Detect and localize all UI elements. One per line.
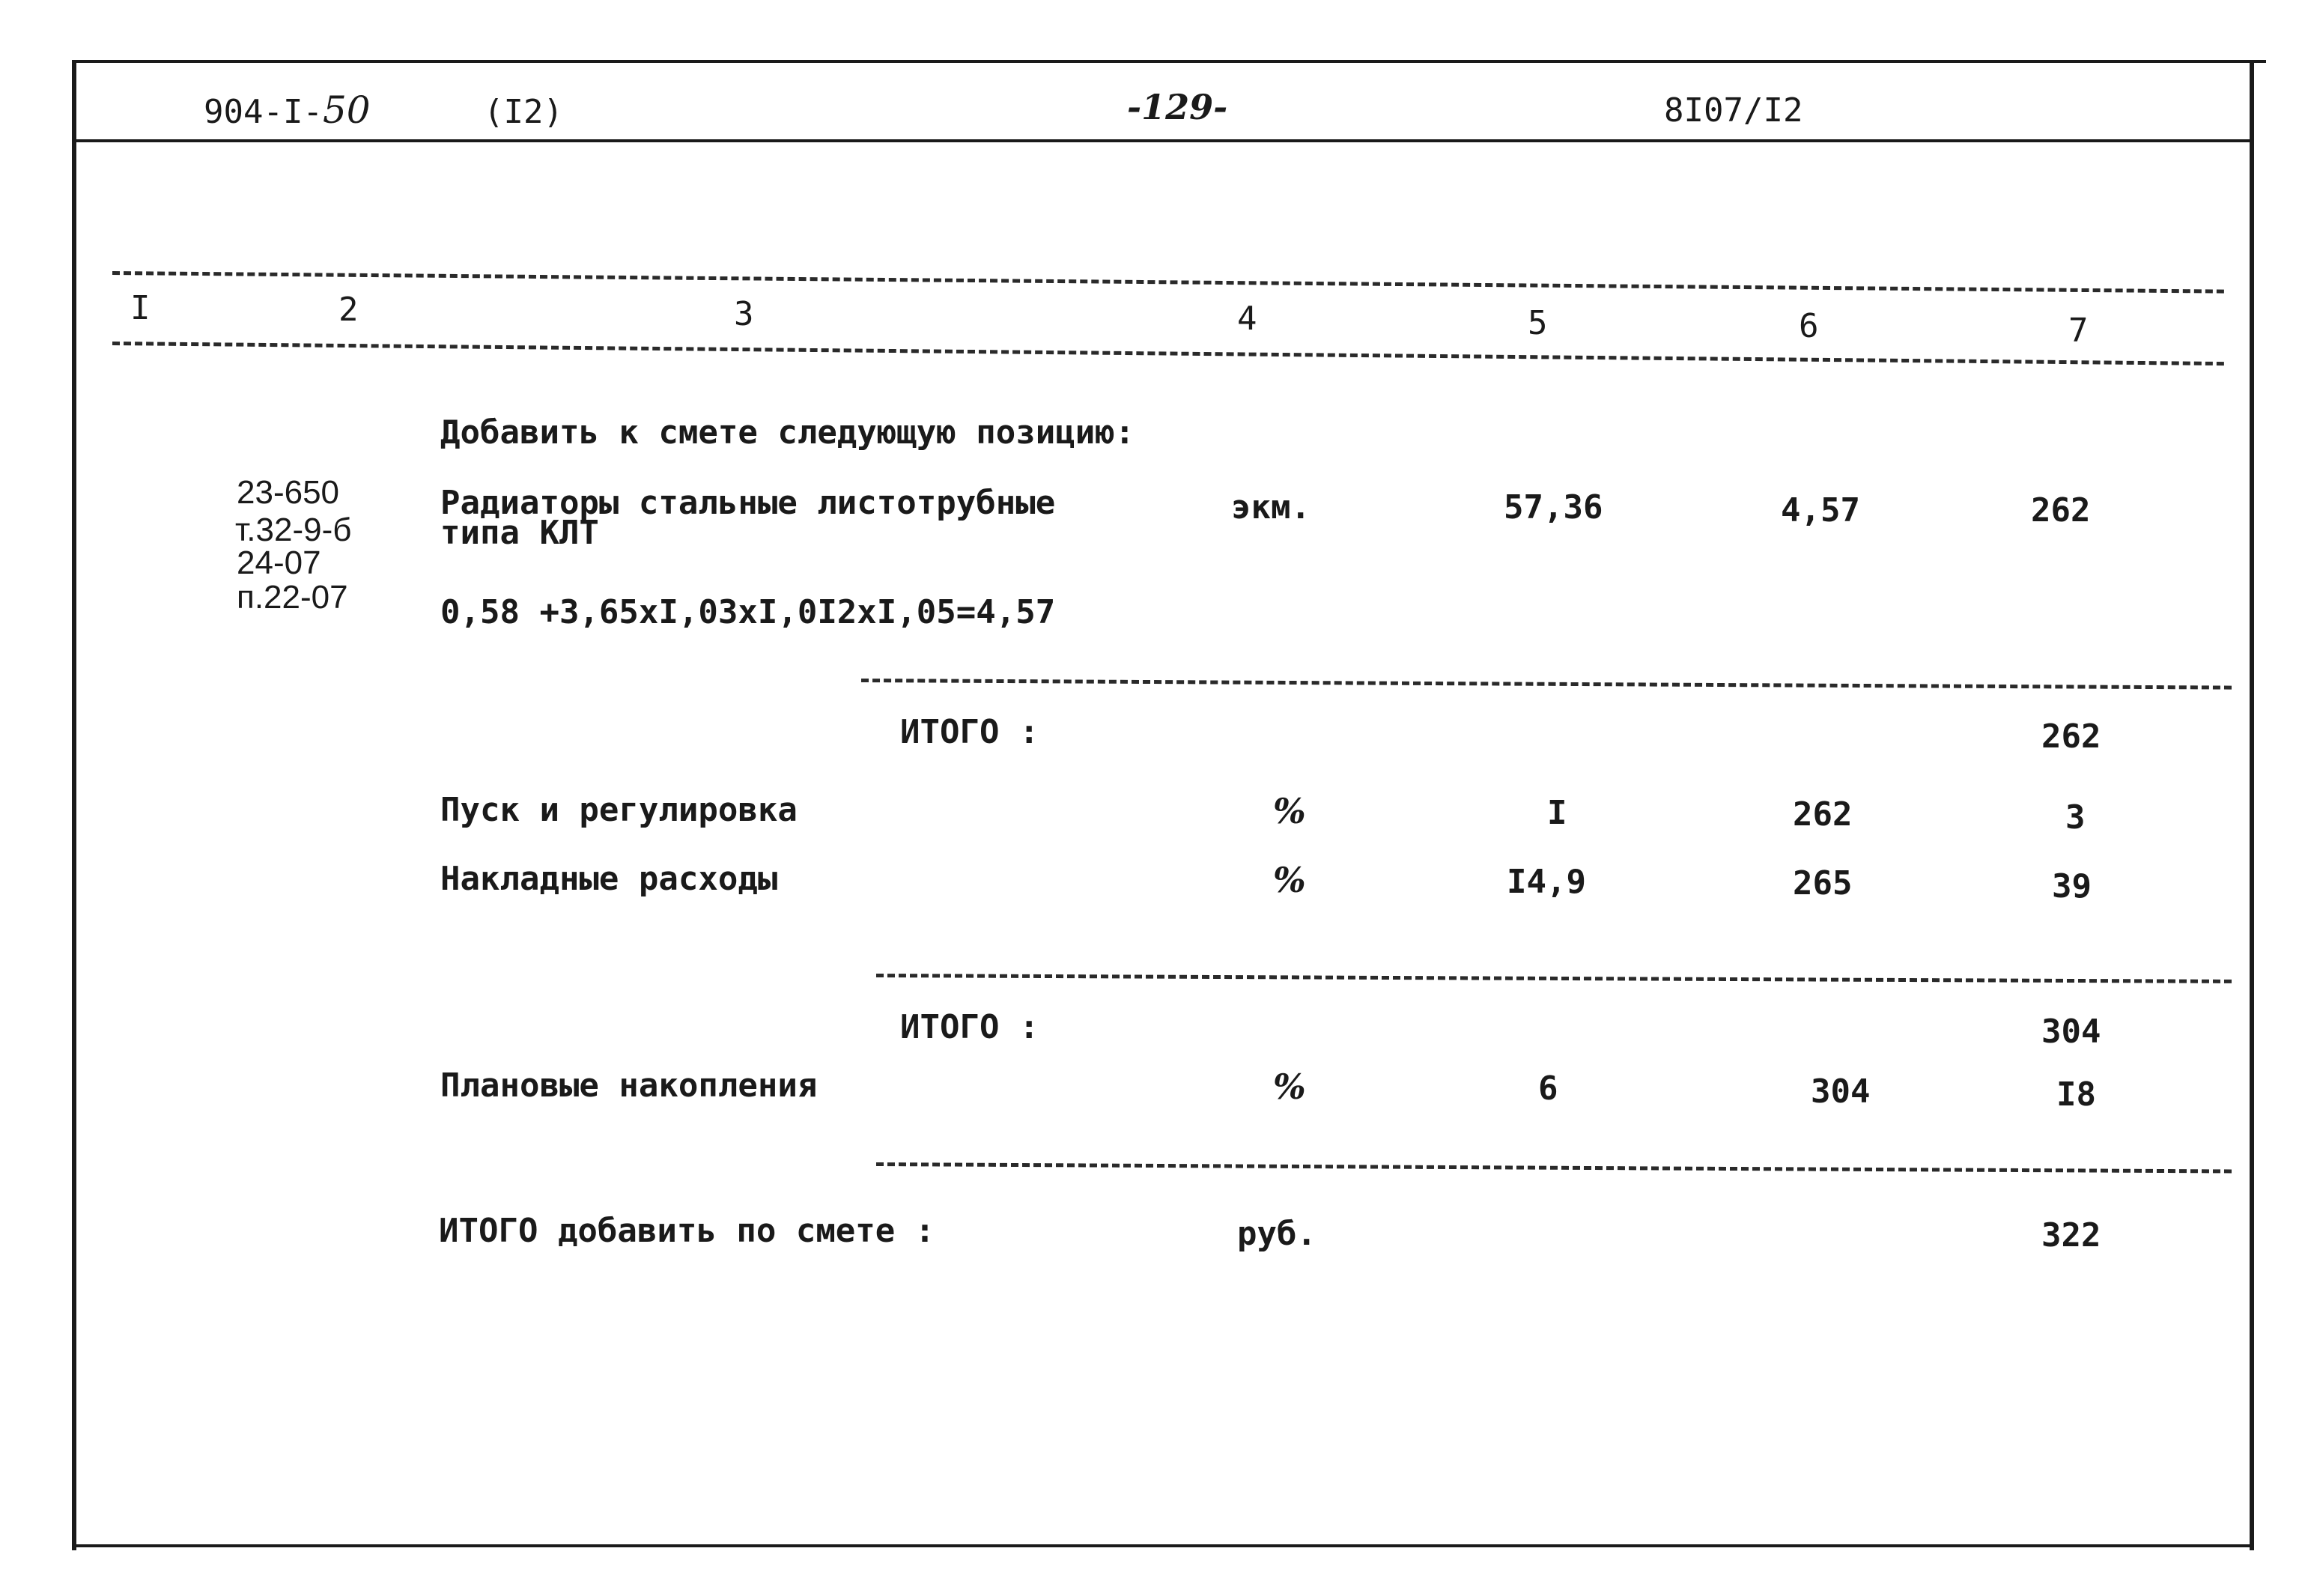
row-rate: 6 xyxy=(1538,1069,1558,1108)
subtotal-2-rule xyxy=(876,974,2232,983)
row-name: Плановые накопления xyxy=(440,1066,818,1105)
page-number: -129- xyxy=(1127,87,1228,127)
row-unit: % xyxy=(1273,860,1306,900)
subtotal-1-rule xyxy=(861,679,2232,690)
row-base: 262 xyxy=(1793,795,1853,834)
position-ref-4: п.22-07 xyxy=(237,579,348,616)
subtotal-1-label: ИТОГО : xyxy=(900,713,1039,751)
row-rate: I4,9 xyxy=(1507,863,1586,901)
column-header-bottom-rule xyxy=(112,342,2224,365)
subtotal-2-total: 304 xyxy=(2041,1013,2101,1051)
grand-total-unit: руб. xyxy=(1237,1215,1316,1253)
position-ref-2: т.32-9-б xyxy=(235,512,352,548)
column-number-3: 3 xyxy=(734,295,754,333)
position-name-line1: Радиаторы стальные листотрубные xyxy=(440,484,1056,522)
position-ref-1: 23-650 xyxy=(237,474,340,511)
position-price: 4,57 xyxy=(1781,491,1860,530)
subtotal-2-label: ИТОГО : xyxy=(900,1008,1039,1046)
doc-number-prefix: 904-I- xyxy=(204,93,323,131)
column-number-1: I xyxy=(130,289,151,327)
position-total: 262 xyxy=(2031,491,2091,530)
frame-left-border xyxy=(72,60,76,1550)
row-rate: I xyxy=(1547,794,1567,832)
column-number-7: 7 xyxy=(2068,312,2089,350)
row-total: 39 xyxy=(2052,867,2092,905)
grand-total-value: 322 xyxy=(2041,1216,2101,1254)
row-base: 265 xyxy=(1793,864,1853,902)
row-unit: % xyxy=(1273,1066,1306,1107)
row-base: 304 xyxy=(1811,1072,1871,1111)
column-header-top-rule xyxy=(112,271,2224,294)
frame-top-border xyxy=(72,60,2266,63)
row-name: Накладные расходы xyxy=(440,860,778,898)
column-number-4: 4 xyxy=(1237,300,1257,338)
column-number-5: 5 xyxy=(1528,304,1548,342)
intro-text: Добавить к смете следующую позицию: xyxy=(440,413,1135,452)
header-divider xyxy=(72,139,2254,142)
row-total: I8 xyxy=(2056,1075,2096,1114)
subtotal-1-total: 262 xyxy=(2041,717,2101,756)
grand-total-label: ИТОГО добавить по смете : xyxy=(439,1212,935,1250)
frame-bottom-border xyxy=(72,1544,2254,1547)
document-code: 8I07/I2 xyxy=(1664,91,1803,130)
column-number-2: 2 xyxy=(338,291,359,329)
position-formula: 0,58 +3,65хI,03хI,0I2хI,05=4,57 xyxy=(440,593,1056,631)
position-name-line2: типа КЛТ xyxy=(440,514,599,552)
row-total: 3 xyxy=(2065,798,2086,837)
doc-number xyxy=(204,88,371,132)
row-name: Пуск и регулировка xyxy=(440,791,798,829)
column-number-6: 6 xyxy=(1799,307,1819,345)
position-qty: 57,36 xyxy=(1504,488,1603,527)
grand-total-rule xyxy=(876,1162,2232,1173)
position-ref-3: 24-07 xyxy=(237,544,321,581)
position-unit: экм. xyxy=(1231,488,1311,527)
doc-number-suffix: 50 xyxy=(322,88,371,132)
section-number: (I2) xyxy=(484,93,563,131)
row-unit: % xyxy=(1273,791,1306,831)
frame-right-border xyxy=(2250,60,2254,1550)
